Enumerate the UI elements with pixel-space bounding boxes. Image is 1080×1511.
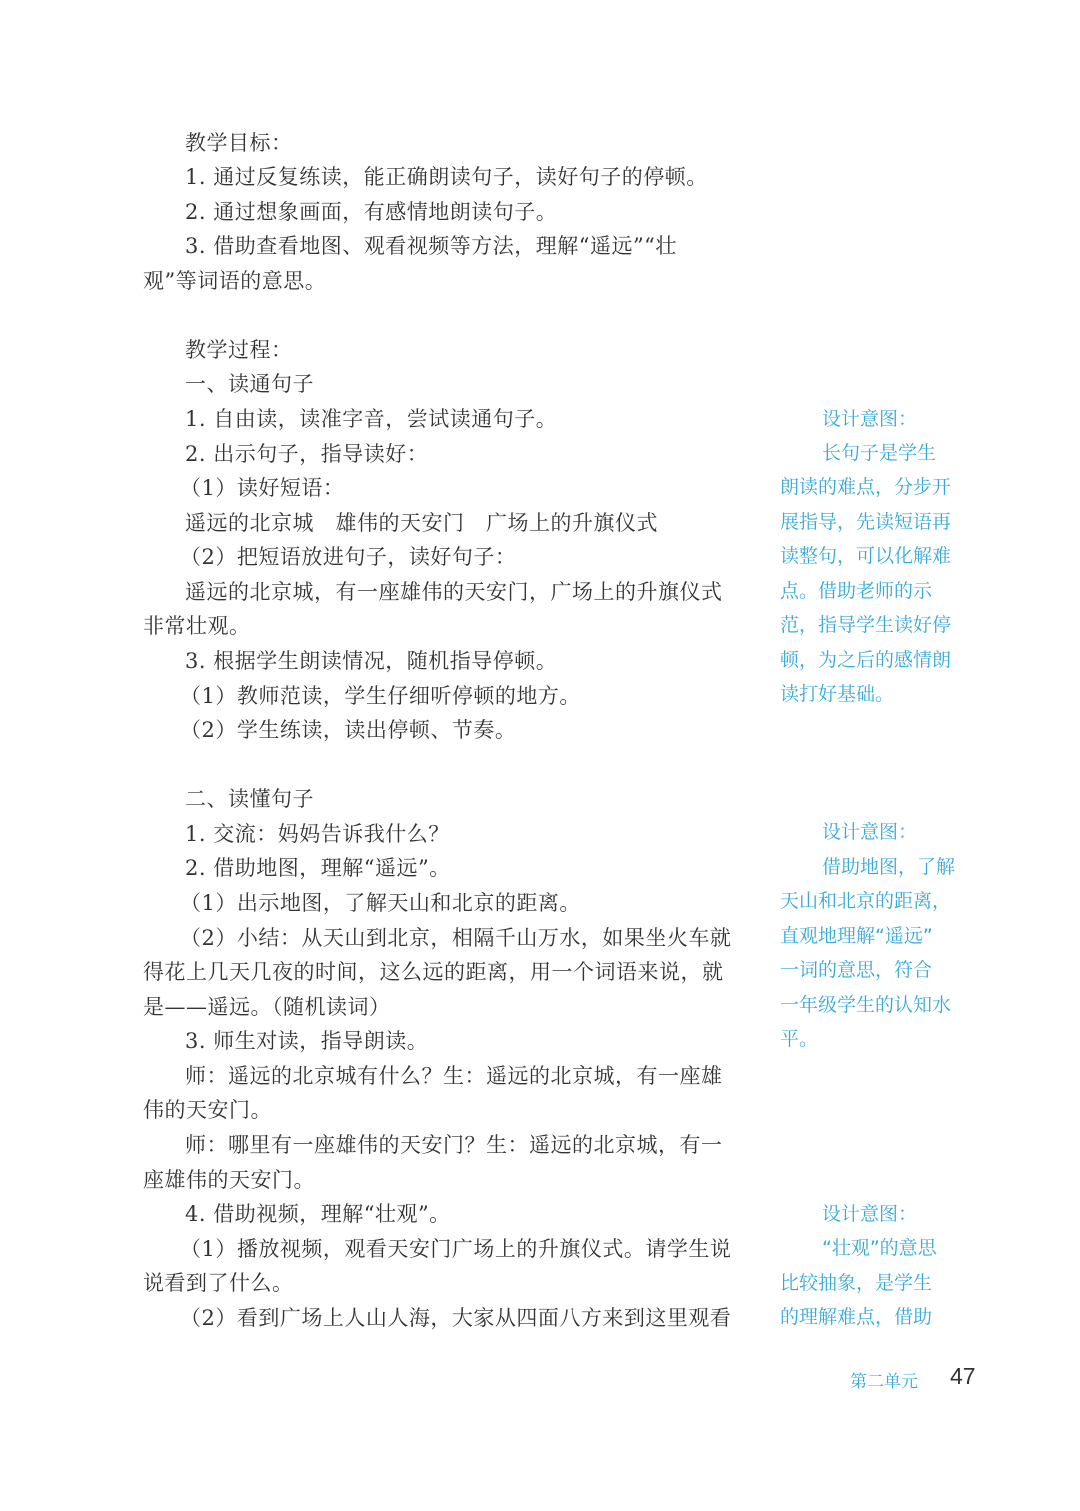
part1-line: （1）教师范读，学生仔细听停顿的地方。 — [180, 684, 581, 708]
part2-line: 3. 师生对读，指导朗读。 — [185, 1029, 429, 1053]
note-line: 比较抽象，是学生 — [780, 1272, 933, 1294]
note-heading: 设计意图： — [822, 821, 918, 843]
part1-line: 非常壮观。 — [143, 614, 251, 638]
page-footer — [850, 1363, 980, 1393]
part2-line: （1）播放视频，观看天安门广场上的升旗仪式。请学生说 — [180, 1237, 732, 1261]
objective-item-cont: 观”等词语的意思。 — [143, 269, 327, 293]
part2-line: （1）出示地图，了解天山和北京的距离。 — [180, 891, 581, 915]
note-line: 读打好基础。 — [780, 683, 895, 705]
note-line: 借助地图，了解 — [822, 856, 956, 878]
note-line: 长句子是学生 — [822, 442, 937, 464]
note-line: “壮观”的意思 — [822, 1237, 937, 1259]
note-line: 点。借助老师的示 — [780, 580, 933, 602]
process-heading: 教学过程： — [185, 338, 293, 362]
part1-line: 1. 自由读，读准字音，尝试读通句子。 — [185, 407, 558, 431]
note-line: 天山和北京的距离， — [780, 890, 952, 912]
note-line: 顿，为之后的感情朗 — [780, 649, 952, 671]
part1-line: 遥远的北京城 雄伟的天安门 广场上的升旗仪式 — [185, 511, 658, 535]
part2-heading: 二、读懂句子 — [185, 787, 314, 811]
note-line: 展指导，先读短语再 — [780, 511, 952, 533]
note-line: 朗读的难点，分步开 — [780, 476, 952, 498]
part1-line: （1）读好短语： — [180, 476, 345, 500]
note-line: 平。 — [780, 1028, 819, 1050]
part1-line: 遥远的北京城，有一座雄伟的天安门，广场上的升旗仪式 — [185, 580, 723, 604]
note-heading: 设计意图： — [822, 1203, 918, 1225]
part1-line: 3. 根据学生朗读情况，随机指导停顿。 — [185, 649, 558, 673]
unit-label: 第二单元 — [850, 1372, 918, 1392]
objective-item: 3. 借助查看地图、观看视频等方法，理解“遥远”“壮 — [185, 234, 677, 258]
part2-line: 4. 借助视频，理解“壮观”。 — [185, 1202, 451, 1226]
part2-line: 是——遥远。（随机读词） — [143, 995, 391, 1019]
note-line: 直观地理解“遥远” — [780, 925, 933, 947]
note-line: 的理解难点，借助 — [780, 1306, 933, 1328]
objective-item: 1. 通过反复练读，能正确朗读句子，读好句子的停顿。 — [185, 165, 708, 189]
note-line: 一词的意思，符合 — [780, 959, 933, 981]
objectives-heading: 教学目标： — [185, 131, 293, 155]
part2-line: 2. 借助地图，理解“遥远”。 — [185, 856, 451, 880]
page-number: 47 — [950, 1363, 976, 1389]
objective-item: 2. 通过想象画面，有感情地朗读句子。 — [185, 200, 558, 224]
note-line: 读整句，可以化解难 — [780, 545, 952, 567]
part2-line: 说看到了什么。 — [143, 1271, 294, 1295]
part2-line: 座雄伟的天安门。 — [143, 1168, 315, 1192]
part2-line: 师：哪里有一座雄伟的天安门？生：遥远的北京城，有一 — [185, 1133, 723, 1157]
note-line: 范，指导学生读好停 — [780, 614, 952, 636]
part1-line: （2）学生练读，读出停顿、节奏。 — [180, 718, 517, 742]
part1-line: 2. 出示句子，指导读好： — [185, 442, 429, 466]
part1-heading: 一、读通句子 — [185, 372, 314, 396]
note-heading: 设计意图： — [822, 408, 918, 430]
part2-line: 得花上几天几夜的时间，这么远的距离，用一个词语来说，就 — [143, 960, 724, 984]
part2-line: 师：遥远的北京城有什么？生：遥远的北京城，有一座雄 — [185, 1064, 723, 1088]
part1-line: （2）把短语放进句子，读好句子： — [180, 545, 517, 569]
part2-line: （2）小结：从天山到北京，相隔千山万水，如果坐火车就 — [180, 926, 732, 950]
part2-line: 1. 交流：妈妈告诉我什么？ — [185, 822, 450, 846]
part2-line: 伟的天安门。 — [143, 1098, 272, 1122]
note-line: 一年级学生的认知水 — [780, 994, 952, 1016]
part2-line: （2）看到广场上人山人海，大家从四面八方来到这里观看 — [180, 1306, 732, 1330]
